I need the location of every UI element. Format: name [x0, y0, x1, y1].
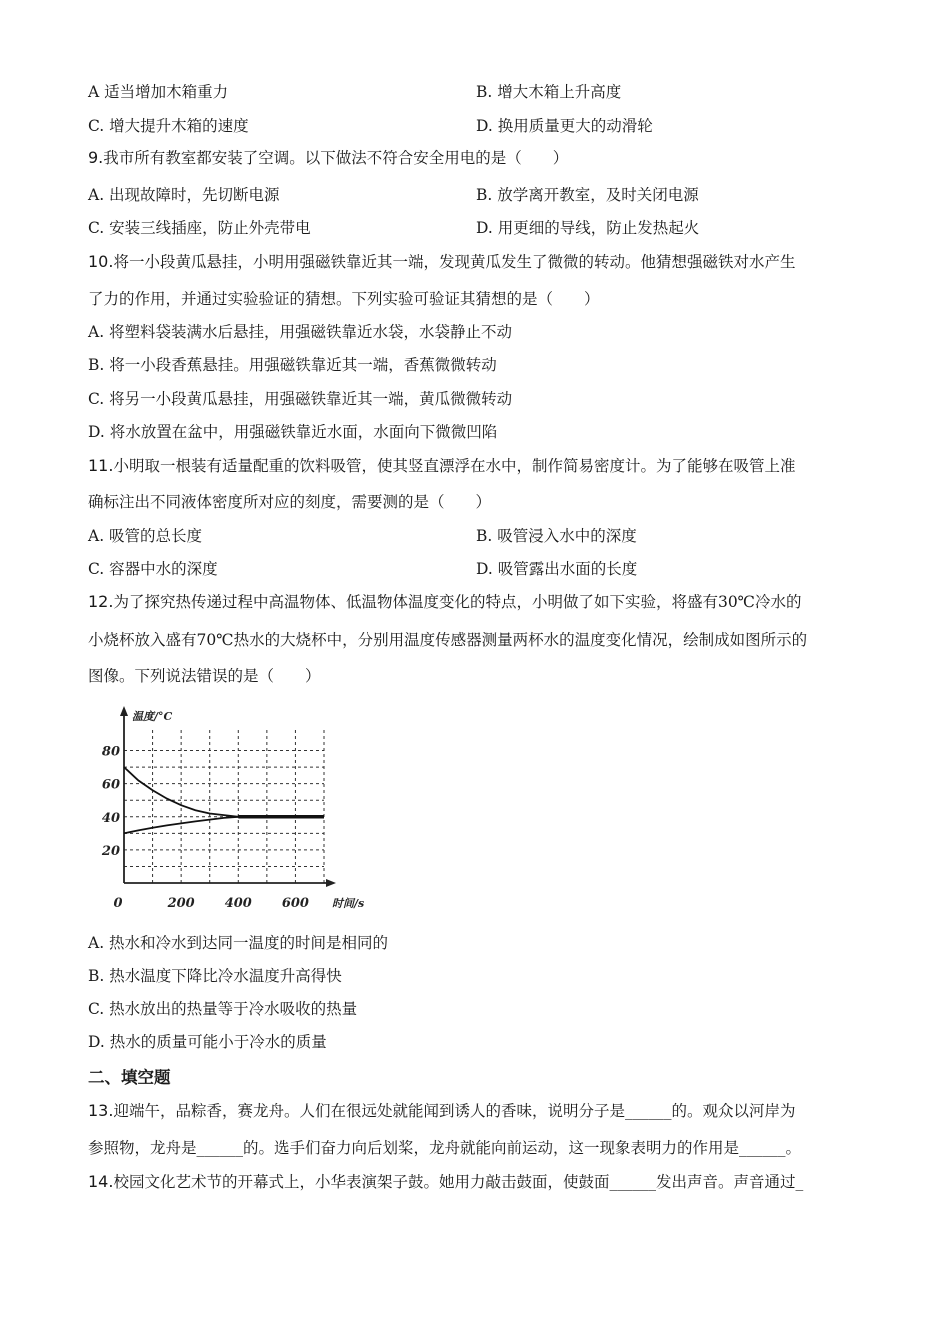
- q9-stem-text: 我市所有教室都安装了空调。以下做法不符合安全用电的是（ ）: [103, 149, 569, 167]
- hot-water-curve: [124, 767, 324, 817]
- x-tick-label: 400: [224, 896, 252, 911]
- q13-number: 13.: [88, 1101, 114, 1120]
- y-axis-label: 温度/°C: [132, 710, 173, 723]
- q9-number: 9.: [88, 148, 104, 167]
- q8-option-b: B. 增大木箱上升高度: [476, 83, 622, 101]
- x-axis-arrow: [326, 879, 336, 887]
- y-axis-arrow: [120, 706, 128, 716]
- q8-option-d: D. 换用质量更大的动滑轮: [476, 117, 653, 135]
- q9-option-d: D. 用更细的导线，防止发热起火: [476, 219, 700, 237]
- q10-number: 10.: [88, 252, 114, 271]
- origin-label: 0: [113, 896, 123, 911]
- q13-stem-line2: 参照物，龙舟是______的。选手们奋力向后划桨，龙舟就能向前运动，这一现象表明力的作用是______。: [88, 1139, 802, 1157]
- q12-option-c: C. 热水放出的热量等于冷水吸收的热量: [88, 1000, 358, 1018]
- cold-water-curve: [124, 817, 324, 834]
- q12-stem-line3: 图像。下列说法错误的是（ ）: [88, 667, 321, 685]
- q11-option-d: D. 吸管露出水面的长度: [476, 560, 638, 578]
- chart-labels: [101, 710, 364, 911]
- q11-option-c: C. 容器中水的深度: [88, 560, 218, 578]
- temperature-time-chart: [96, 700, 396, 912]
- q9-stem: [88, 146, 568, 168]
- q12-stem-text-1: 为了探究热传递过程中高温物体、低温物体温度变化的特点，小明做了如下实验，将盛有30℃冷水的: [113, 593, 802, 611]
- q10-stem-line1: [88, 250, 795, 272]
- q9-option-c: C. 安装三线插座，防止外壳带电: [88, 219, 311, 237]
- q11-option-a: A. 吸管的总长度: [88, 527, 203, 545]
- q14-stem-text-1: 校园文化艺术节的开幕式上，小华表演架子鼓。她用力敲击鼓面，使鼓面______发出声音。声音通过_: [113, 1173, 804, 1191]
- q12-number: 12.: [88, 592, 114, 611]
- y-tick-label: 60: [101, 777, 120, 793]
- q11-number: 11.: [88, 456, 114, 475]
- y-tick-label: 20: [101, 843, 120, 859]
- y-tick-label: 80: [101, 744, 120, 760]
- q13-stem-text-1: 迎端午，品粽香，赛龙舟。人们在很远处就能闻到诱人的香味，说明分子是______的。观众以河岸为: [113, 1102, 796, 1120]
- q11-stem-line2: 确标注出不同液体密度所对应的刻度，需要测的是（ ）: [88, 493, 492, 511]
- q11-stem-text-1: 小明取一根装有适量配重的饮料吸管，使其竖直漂浮在水中，制作简易密度计。为了能够在吸管上准: [113, 457, 796, 475]
- x-tick-label: 200: [167, 896, 195, 911]
- chart-grid: [124, 730, 324, 883]
- y-tick-label: 40: [101, 810, 120, 826]
- q10-option-a: A. 将塑料袋装满水后悬挂，用强磁铁靠近水袋，水袋静止不动: [88, 323, 513, 341]
- q9-option-b: B. 放学离开教室，及时关闭电源: [476, 186, 699, 204]
- q10-stem-line2: 了力的作用，并通过实验验证的猜想。下列实验可验证其猜想的是（ ）: [88, 290, 600, 308]
- q8-option-c: C. 增大提升木箱的速度: [88, 117, 249, 135]
- q12-option-d: D. 热水的质量可能小于冷水的质量: [88, 1033, 327, 1051]
- x-tick-label: 600: [281, 896, 309, 911]
- q10-option-b: B. 将一小段香蕉悬挂。用强磁铁靠近其一端，香蕉微微转动: [88, 356, 497, 374]
- x-axis-label: 时间/s: [332, 897, 365, 910]
- q11-stem-line1: [88, 454, 795, 476]
- q12-stem-line2: 小烧杯放入盛有70℃热水的大烧杯中，分别用温度传感器测量两杯水的温度变化情况，绘制成如图所示的: [88, 631, 808, 649]
- q10-option-d: D. 将水放置在盆中，用强磁铁靠近水面，水面向下微微凹陷: [88, 423, 498, 441]
- q12-option-b: B. 热水温度下降比冷水温度升高得快: [88, 967, 342, 985]
- q11-option-b: B. 吸管浸入水中的深度: [476, 527, 637, 545]
- q12-option-a: A. 热水和冷水到达同一温度的时间是相同的: [88, 934, 389, 952]
- q12-stem-line1: [88, 590, 802, 612]
- q14-number: 14.: [88, 1172, 114, 1191]
- q10-stem-text-1: 将一小段黄瓜悬挂，小明用强磁铁靠近其一端，发现黄瓜发生了微微的转动。他猜想强磁铁对水产生: [113, 253, 796, 271]
- q10-option-c: C. 将另一小段黄瓜悬挂，用强磁铁靠近其一端，黄瓜微微转动: [88, 390, 513, 408]
- section-heading-fill-in: 二、填空题: [88, 1068, 171, 1087]
- q13-stem-line1: [88, 1099, 795, 1121]
- q9-option-a: A. 出现故障时，先切断电源: [88, 186, 280, 204]
- q14-stem-line1: [88, 1170, 803, 1192]
- q8-option-a: A 适当增加木箱重力: [88, 83, 229, 101]
